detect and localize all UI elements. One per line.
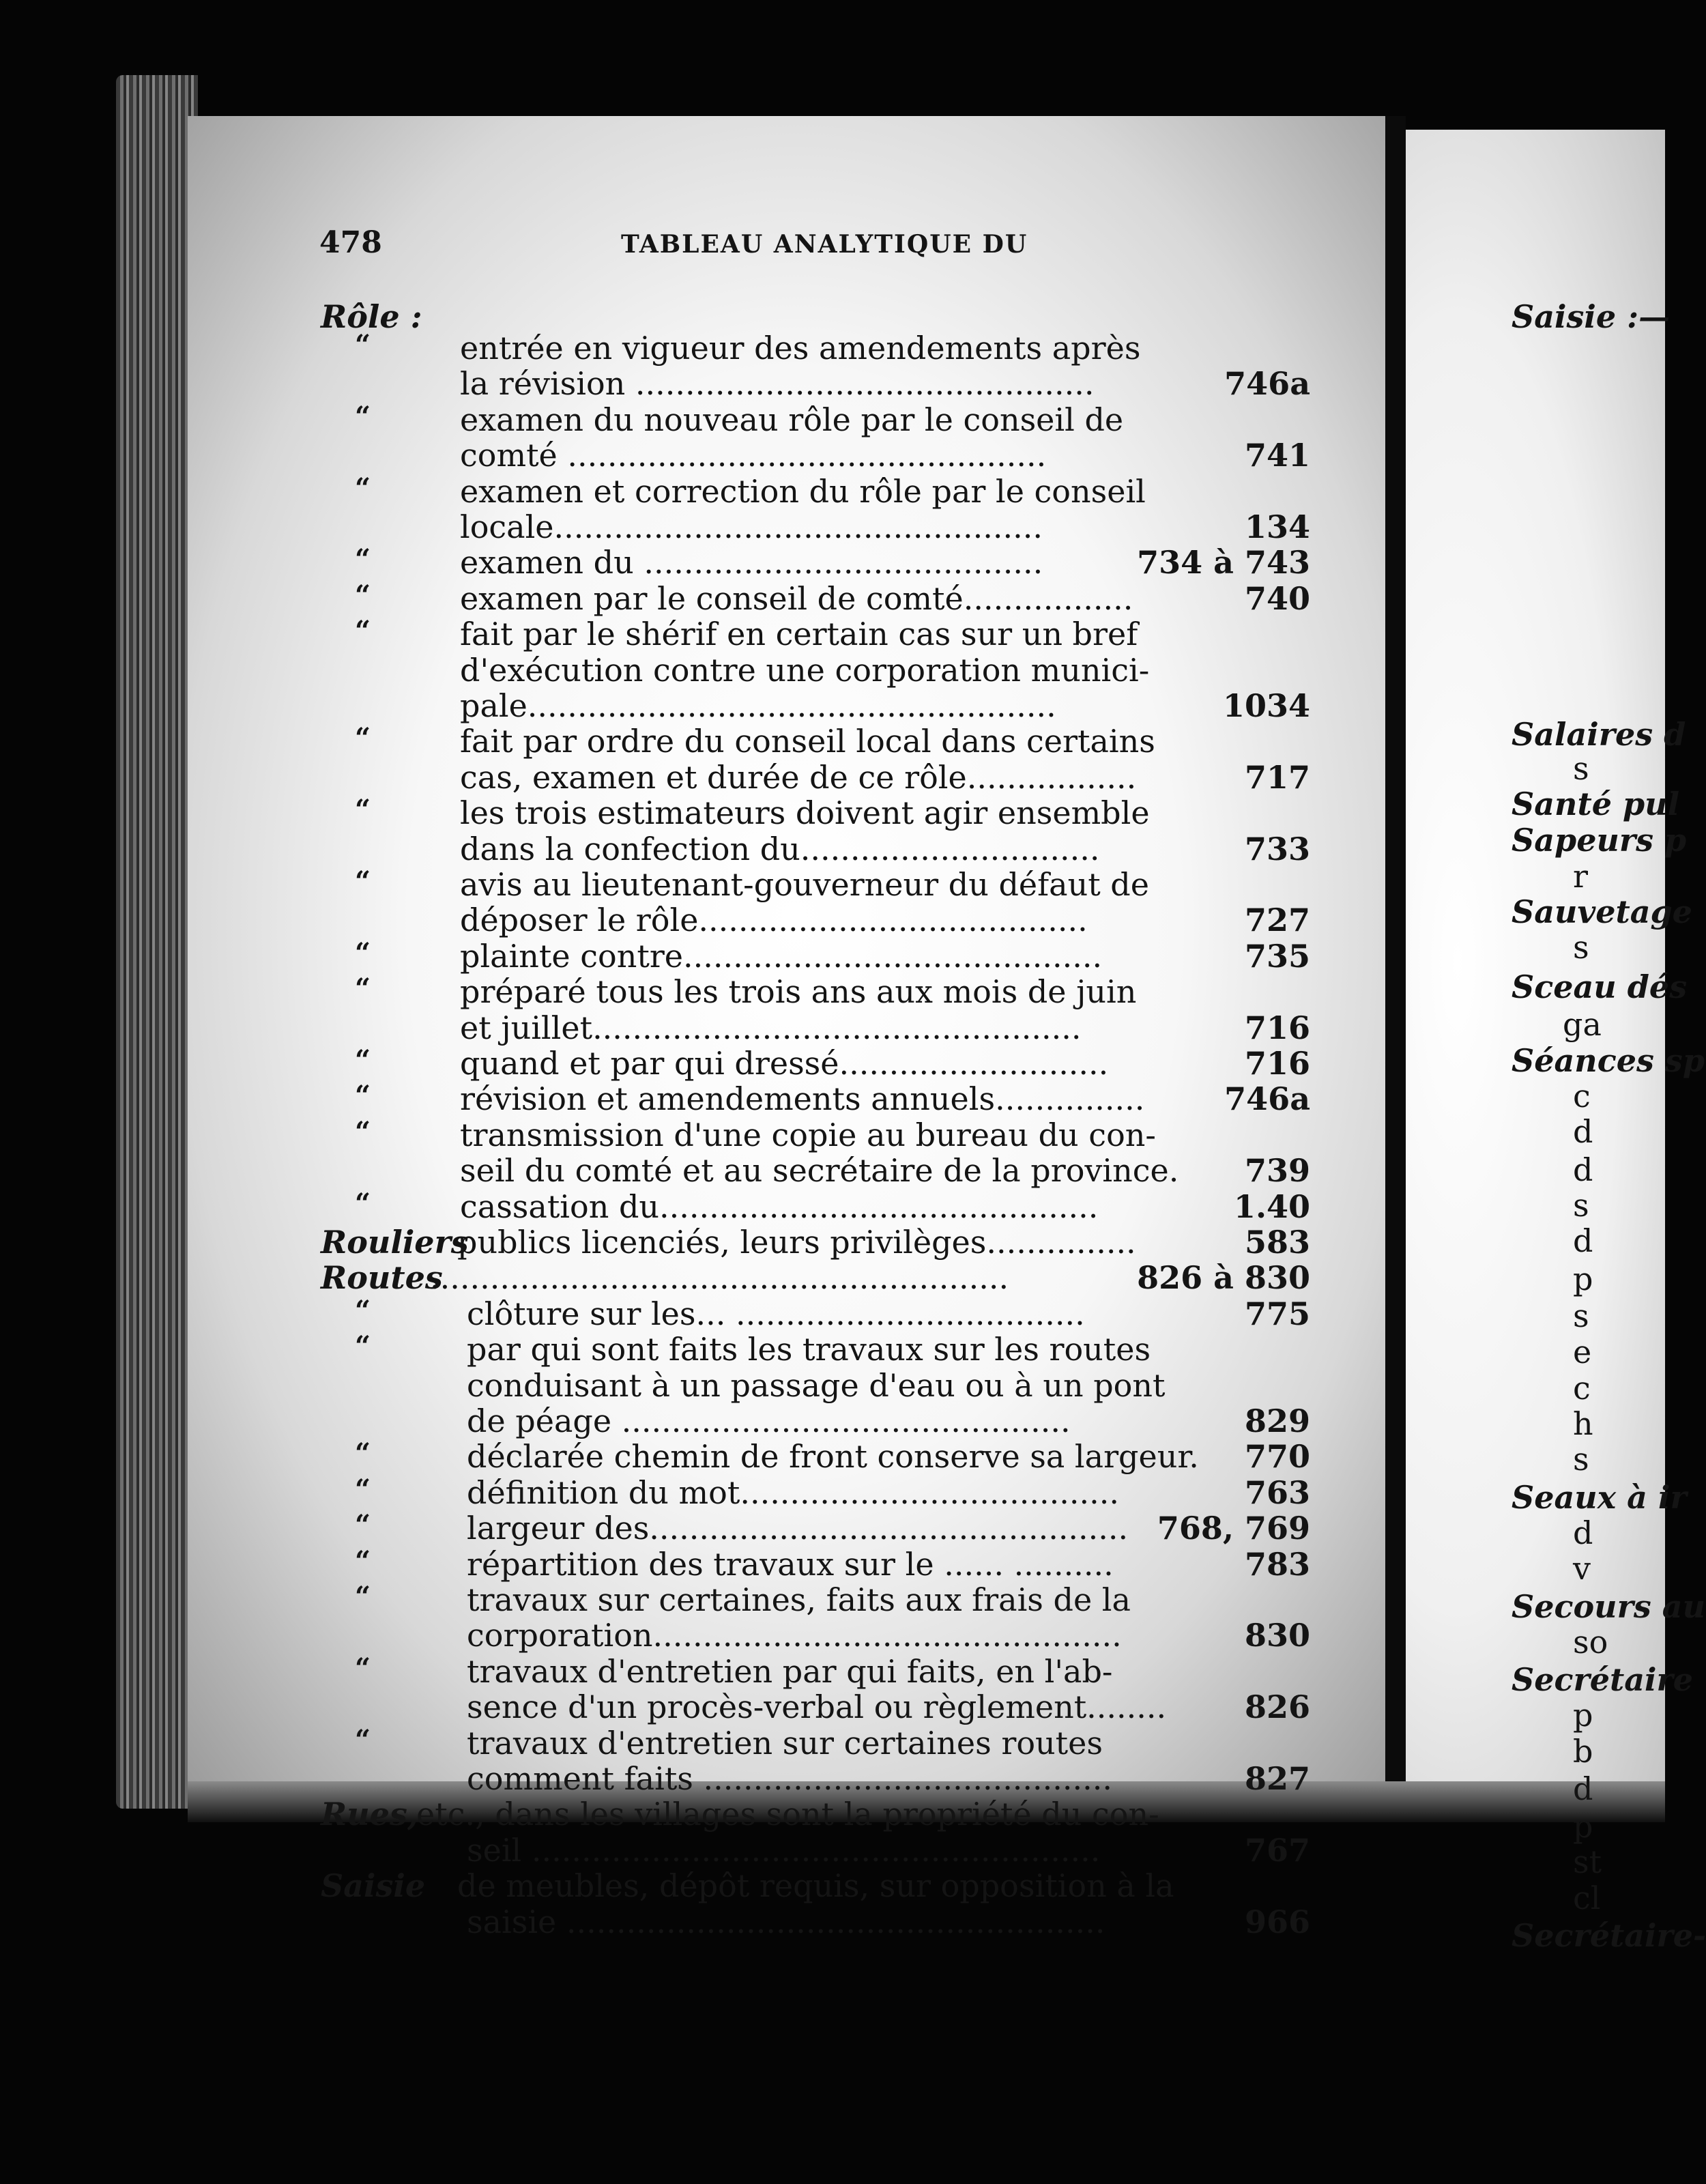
article-reference: 767 xyxy=(1244,1831,1310,1869)
index-line xyxy=(321,1153,1310,1188)
index-line xyxy=(321,474,1310,509)
index-text: répartition des travaux sur le ...... .......... xyxy=(467,1545,1114,1583)
index-text: cassation du............................................ xyxy=(460,1188,1099,1225)
heading-text: Rôle : xyxy=(321,298,422,335)
entry-heading-rues xyxy=(321,1796,1310,1832)
right-index-fragment: Sceau dés xyxy=(1512,968,1688,1005)
ditto-mark: “ xyxy=(355,472,371,504)
heading-text: Rues, xyxy=(321,1796,418,1833)
ditto-mark: “ xyxy=(355,1544,371,1577)
index-line xyxy=(321,902,1310,938)
ditto-mark: “ xyxy=(355,1044,371,1076)
index-line xyxy=(321,1046,1310,1081)
right-index-fragment: p xyxy=(1573,1261,1593,1297)
right-index-fragment: e xyxy=(1573,1334,1592,1370)
article-reference: 768, 769 xyxy=(1157,1510,1310,1547)
index-text: corporation............................................... xyxy=(467,1617,1122,1654)
ditto-mark: “ xyxy=(355,543,371,576)
article-reference: 740 xyxy=(1244,579,1310,617)
article-reference: 830 xyxy=(1244,1617,1310,1654)
index-text: de péage ............................................. xyxy=(467,1403,1071,1439)
ditto-mark: “ xyxy=(355,1330,371,1363)
right-index-fragment: Salaires d xyxy=(1512,716,1686,753)
entry-heading-rouliers xyxy=(321,1224,1310,1260)
index-text: sence d'un procès-verbal ou règlement........ xyxy=(467,1689,1167,1726)
index-text: par qui sont faits les travaux sur les routes xyxy=(467,1331,1151,1368)
ditto-mark: “ xyxy=(355,722,371,755)
index-text: déclarée chemin de front conserve sa largeur. xyxy=(467,1438,1199,1476)
article-reference: 746a xyxy=(1224,1080,1310,1118)
heading-text: Routes xyxy=(321,1259,443,1297)
ditto-mark: “ xyxy=(355,579,371,612)
index-text: déposer le rôle....................................... xyxy=(460,902,1088,939)
index-line xyxy=(321,723,1310,759)
ditto-mark: “ xyxy=(355,1437,371,1470)
index-line xyxy=(321,1189,1310,1224)
right-index-fragment: Séances sp xyxy=(1512,1042,1705,1079)
index-line xyxy=(321,688,1310,723)
index-line xyxy=(321,1081,1310,1117)
index-text: entrée en vigueur des amendements après xyxy=(460,330,1141,367)
index-line xyxy=(321,1510,1310,1546)
index-line xyxy=(321,1725,1310,1761)
right-index-fragment: c xyxy=(1573,1370,1591,1407)
running-head: TABLEAU ANALYTIQUE DU xyxy=(621,230,1028,259)
index-text: travaux d'entretien sur certaines routes xyxy=(467,1724,1103,1762)
right-index-fragment: Secours au xyxy=(1512,1588,1706,1625)
index-line xyxy=(321,1689,1310,1725)
index-text: locale................................................. xyxy=(460,508,1043,545)
right-index-fragment: Secrétaire- xyxy=(1512,1917,1706,1954)
index-text: définition du mot...................................... xyxy=(467,1474,1119,1511)
index-text: publics licenciés, leurs privilèges............... xyxy=(457,1224,1136,1261)
right-index-fragment: d xyxy=(1573,1514,1593,1551)
index-text: préparé tous les trois ans aux mois de juin xyxy=(460,973,1137,1011)
right-index-fragment: s xyxy=(1573,750,1589,787)
index-line xyxy=(321,652,1310,688)
right-index-fragment: s xyxy=(1573,929,1589,966)
index-text: comment faits ......................................... xyxy=(467,1760,1113,1797)
article-reference: 134 xyxy=(1244,508,1310,545)
index-text: .......................................................... xyxy=(430,1259,1009,1297)
entry-heading-saisie xyxy=(321,1868,1310,1903)
index-line xyxy=(321,1544,1310,1583)
index-text: quand et par qui dressé........................... xyxy=(460,1045,1109,1082)
article-reference: 826 à 830 xyxy=(1137,1259,1310,1297)
right-index-fragment: r xyxy=(1573,858,1588,895)
article-reference: 716 xyxy=(1244,1045,1310,1082)
index-text: conduisant à un passage d'eau ou à un pont xyxy=(467,1366,1166,1404)
book-gutter xyxy=(1385,116,1406,1809)
index-text: et juillet................................................. xyxy=(460,1009,1082,1046)
index-line xyxy=(321,1904,1310,1940)
index-text: de meubles, dépôt requis, sur opposition à la xyxy=(457,1867,1174,1905)
heading-text: Saisie xyxy=(321,1867,426,1905)
article-reference: 739 xyxy=(1244,1152,1310,1190)
index-line xyxy=(321,330,1310,366)
right-index-fragment: p xyxy=(1573,1808,1593,1845)
index-text: largeur des................................................ xyxy=(467,1510,1129,1547)
index-line xyxy=(321,1117,1310,1153)
right-index-fragment: Secrétaire xyxy=(1512,1661,1694,1698)
index-line xyxy=(321,795,1310,831)
index-line xyxy=(321,366,1310,401)
right-index-fragment: p xyxy=(1573,1697,1593,1734)
index-text: seil du comté et au secrétaire de la province. xyxy=(460,1152,1179,1190)
index-text: clôture sur les... ................................... xyxy=(467,1295,1085,1332)
ditto-mark: “ xyxy=(355,1509,371,1542)
article-reference: 727 xyxy=(1244,902,1310,939)
index-line xyxy=(321,1010,1310,1046)
index-line xyxy=(321,1296,1310,1332)
article-reference: 827 xyxy=(1244,1760,1310,1797)
index-text: fait par le shérif en certain cas sur un bref xyxy=(460,616,1138,653)
index-line xyxy=(321,437,1310,473)
index-text: examen et correction du rôle par le conseil xyxy=(460,472,1146,510)
book-page-edges xyxy=(116,75,198,1809)
index-line xyxy=(321,509,1310,545)
index-text: examen par le conseil de comté................. xyxy=(460,579,1133,617)
index-text: examen du ........................................ xyxy=(460,544,1043,581)
ditto-mark: “ xyxy=(355,615,371,648)
right-index-fragment: Sauvetage xyxy=(1512,893,1692,930)
index-text: avis au lieutenant-gouverneur du défaut de xyxy=(460,866,1149,903)
index-text: cas, examen et durée de ce rôle................. xyxy=(460,758,1137,796)
right-index-fragment: ga xyxy=(1563,1006,1602,1043)
index-line xyxy=(321,581,1310,616)
ditto-mark: “ xyxy=(355,329,371,361)
ditto-mark: “ xyxy=(355,1473,371,1506)
index-line xyxy=(321,1582,1310,1618)
index-text: travaux d'entretien par qui faits, en l'ab- xyxy=(467,1652,1113,1690)
ditto-mark: “ xyxy=(355,973,371,1005)
article-reference: 716 xyxy=(1244,1009,1310,1046)
index-text: révision et amendements annuels............... xyxy=(460,1080,1145,1118)
right-index-fragment: Sapeurs p xyxy=(1512,822,1687,859)
right-index-fragment: cl xyxy=(1573,1880,1601,1916)
index-line xyxy=(321,867,1310,902)
index-text: saisie ...................................................... xyxy=(467,1903,1105,1940)
index-text: pale..................................................... xyxy=(460,687,1056,724)
index-line xyxy=(321,1475,1310,1510)
right-index-fragment: s xyxy=(1573,1441,1589,1478)
right-index-fragment: c xyxy=(1573,1078,1591,1115)
index-text: les trois estimateurs doivent agir ensemble xyxy=(460,794,1150,832)
index-line xyxy=(321,831,1310,867)
right-index-fragment: st xyxy=(1573,1843,1602,1880)
index-line xyxy=(321,402,1310,437)
index-text: plainte contre.......................................... xyxy=(460,937,1103,975)
index-text: transmission d'une copie au bureau du con- xyxy=(460,1116,1156,1153)
index-line xyxy=(321,616,1310,652)
index-line xyxy=(321,1618,1310,1653)
index-line xyxy=(321,938,1310,974)
ditto-mark: “ xyxy=(355,1187,371,1220)
article-reference: 770 xyxy=(1244,1438,1310,1476)
index-line xyxy=(321,1654,1310,1689)
article-reference: 829 xyxy=(1244,1403,1310,1439)
right-index-fragment: s xyxy=(1573,1297,1589,1334)
index-text: dans la confection du.............................. xyxy=(460,830,1100,867)
article-reference: 1034 xyxy=(1222,687,1310,724)
ditto-mark: “ xyxy=(355,865,371,897)
ditto-mark: “ xyxy=(355,1294,371,1327)
article-reference: 734 à 743 xyxy=(1137,544,1310,581)
right-index-fragment: d xyxy=(1573,1113,1593,1150)
heading-text: Rouliers xyxy=(321,1224,469,1261)
article-reference: 746a xyxy=(1224,365,1310,403)
right-index-fragment: v xyxy=(1573,1550,1591,1587)
right-index-fragment: d xyxy=(1573,1770,1593,1807)
index-text: travaux sur certaines, faits aux frais de la xyxy=(467,1581,1131,1618)
article-reference: 826 xyxy=(1244,1689,1310,1726)
ditto-mark: “ xyxy=(355,1723,371,1756)
index-line xyxy=(321,1439,1310,1474)
index-text: la révision .............................................. xyxy=(460,365,1095,403)
right-index-fragment: d xyxy=(1573,1151,1593,1188)
index-text: examen du nouveau rôle par le conseil de xyxy=(460,401,1124,438)
index-line xyxy=(321,1368,1310,1403)
ditto-mark: “ xyxy=(355,400,371,433)
article-reference: 775 xyxy=(1244,1295,1310,1332)
page-number: 478 xyxy=(319,225,382,260)
index-text: d'exécution contre une corporation munici- xyxy=(460,651,1150,689)
index-text: etc., dans les villages sont la propriété du con- xyxy=(416,1796,1159,1833)
index-line xyxy=(321,974,1310,1009)
right-index-fragment: Santé pul xyxy=(1512,786,1680,822)
article-reference: 1.40 xyxy=(1233,1188,1310,1225)
article-reference: 783 xyxy=(1244,1545,1310,1583)
index-line xyxy=(321,1332,1310,1367)
entry-heading-routes xyxy=(321,1260,1310,1295)
index-text: seil ......................................................... xyxy=(467,1831,1101,1869)
ditto-mark: “ xyxy=(355,1115,371,1148)
index-line xyxy=(321,1403,1310,1439)
article-reference: 763 xyxy=(1244,1474,1310,1511)
right-index-fragment: b xyxy=(1573,1733,1593,1770)
right-index-fragment: h xyxy=(1573,1405,1593,1442)
right-index-fragment: s xyxy=(1573,1187,1589,1224)
article-reference: 735 xyxy=(1244,937,1310,975)
index-text: fait par ordre du conseil local dans certains xyxy=(460,723,1155,760)
ditto-mark: “ xyxy=(355,1080,371,1112)
right-index-fragment: Seaux à ir xyxy=(1512,1479,1687,1516)
article-reference: 966 xyxy=(1244,1903,1310,1940)
index-line xyxy=(321,1833,1310,1868)
ditto-mark: “ xyxy=(355,1652,371,1684)
ditto-mark: “ xyxy=(355,936,371,969)
index-line xyxy=(321,545,1310,580)
index-line xyxy=(321,760,1310,795)
index-text: comté ................................................ xyxy=(460,437,1047,474)
right-index-fragment: so xyxy=(1573,1624,1608,1661)
article-reference: 741 xyxy=(1244,437,1310,474)
article-reference: 733 xyxy=(1244,830,1310,867)
right-index-fragment: d xyxy=(1573,1222,1593,1259)
ditto-mark: “ xyxy=(355,1581,371,1613)
article-reference: 717 xyxy=(1244,758,1310,796)
index-line xyxy=(321,1761,1310,1796)
article-reference: 583 xyxy=(1244,1224,1310,1261)
right-page xyxy=(1406,130,1665,1795)
ditto-mark: “ xyxy=(355,794,371,827)
entry-heading-saisie-right: Saisie :— xyxy=(1512,298,1671,335)
